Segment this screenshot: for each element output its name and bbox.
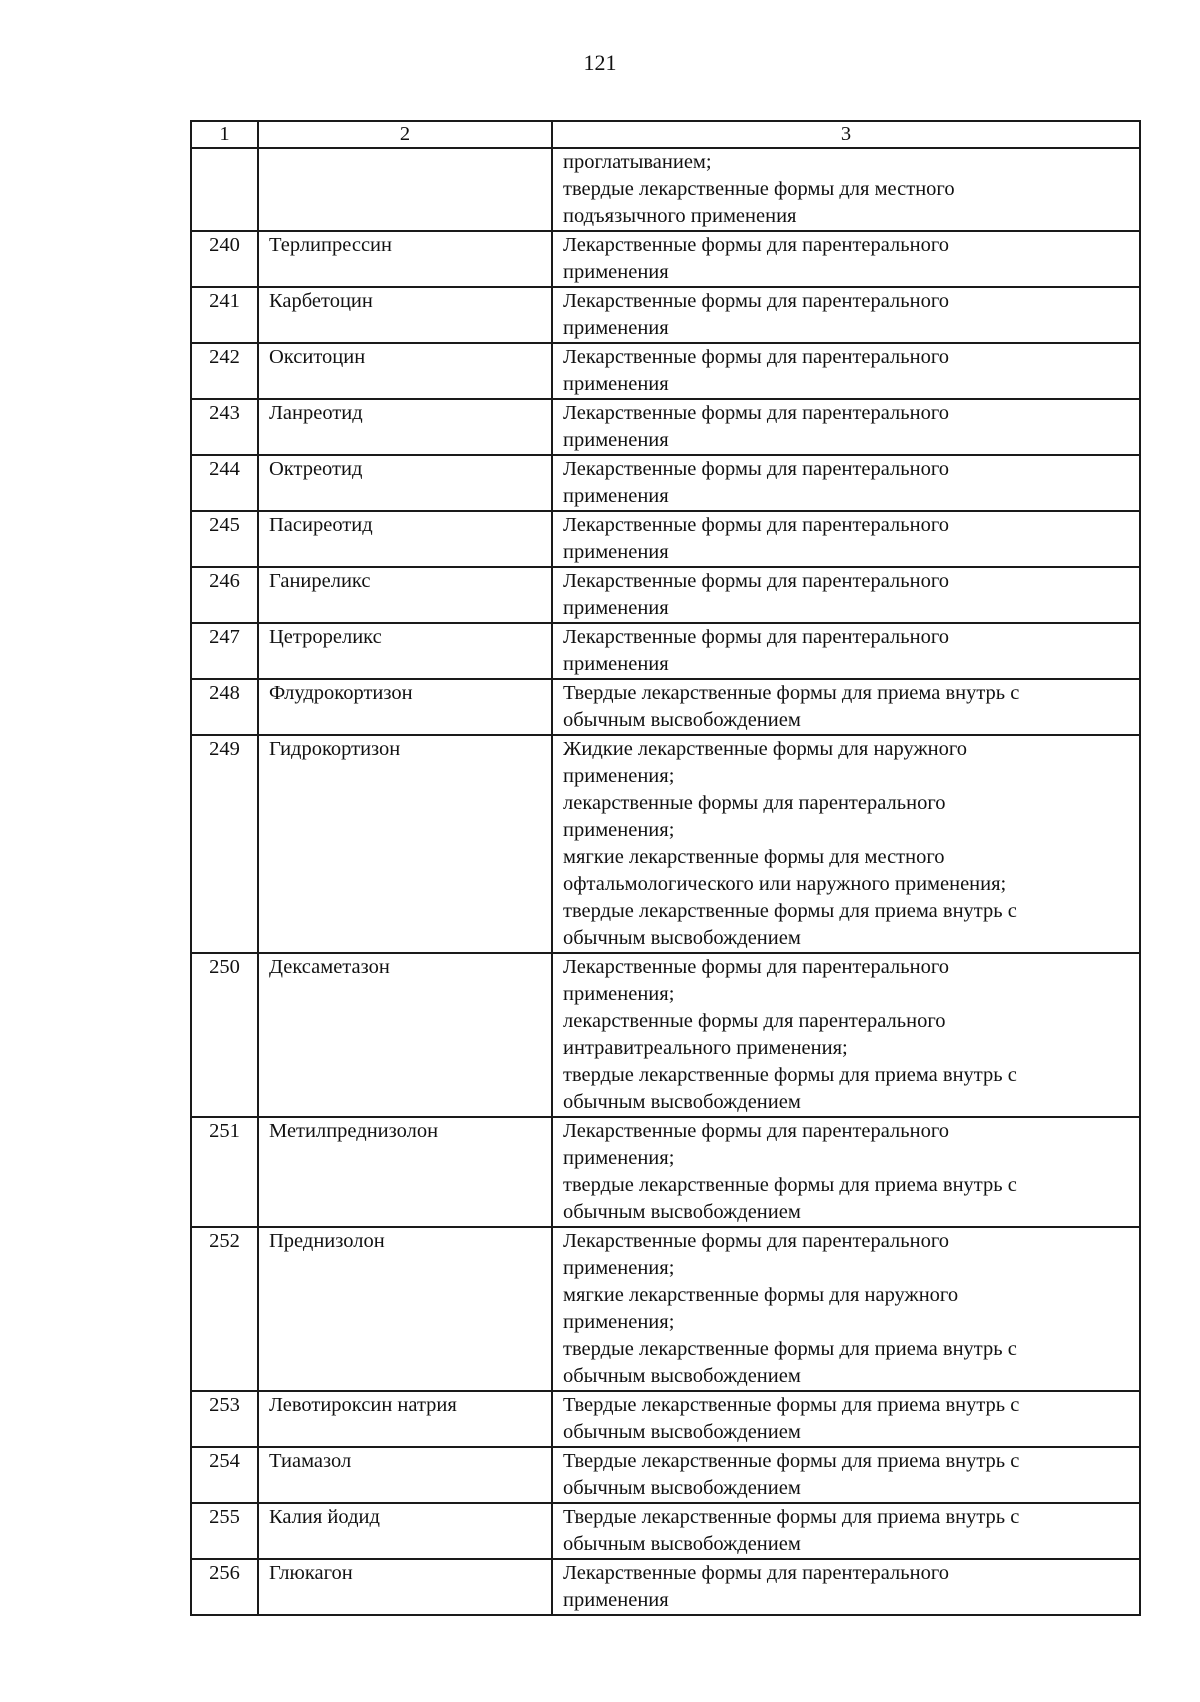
table-row	[191, 343, 1140, 399]
dosage-forms	[552, 399, 1140, 455]
substance-name: Калия йодид	[258, 1503, 552, 1559]
substance-name: Октреотид	[258, 455, 552, 511]
table-row	[191, 287, 1140, 343]
row-number: 243	[191, 399, 258, 455]
substance-name	[258, 148, 552, 231]
row-number: 252	[191, 1227, 258, 1391]
table-row	[191, 231, 1140, 287]
table-row	[191, 679, 1140, 735]
dosage-form-line: твердые лекарственные формы для приема внутрь с	[563, 1174, 1017, 1196]
row-number	[191, 148, 258, 231]
table-row	[191, 148, 1140, 231]
dosage-form-line: применения;	[563, 1311, 675, 1333]
table-row	[191, 1227, 1140, 1391]
table-row	[191, 735, 1140, 953]
substance-name: Тиамазол	[258, 1447, 552, 1503]
table-row	[191, 455, 1140, 511]
dosage-form-line: лекарственные формы для парентерального	[563, 792, 946, 814]
dosage-form-line: применения;	[563, 765, 675, 787]
table-row	[191, 567, 1140, 623]
substance-name: Левотироксин натрия	[258, 1391, 552, 1447]
row-number: 255	[191, 1503, 258, 1559]
dosage-form-line: применения	[563, 373, 669, 395]
dosage-form-line: обычным высвобождением	[563, 1365, 801, 1387]
row-number: 246	[191, 567, 258, 623]
dosage-form-line: Лекарственные формы для парентерального	[563, 346, 949, 368]
dosage-form-line: Твердые лекарственные формы для приема внутрь с	[563, 1506, 1020, 1528]
dosage-forms	[552, 1503, 1140, 1559]
substance-name: Дексаметазон	[258, 953, 552, 1117]
table-row	[191, 953, 1140, 1117]
row-number: 250	[191, 953, 258, 1117]
dosage-form-line: Лекарственные формы для парентерального	[563, 1120, 949, 1142]
row-number: 240	[191, 231, 258, 287]
dosage-form-line: мягкие лекарственные формы для наружного	[563, 1284, 959, 1306]
dosage-forms	[552, 1391, 1140, 1447]
table-row	[191, 511, 1140, 567]
table-row	[191, 623, 1140, 679]
row-number: 256	[191, 1559, 258, 1615]
row-number: 245	[191, 511, 258, 567]
row-number: 251	[191, 1117, 258, 1227]
substance-name: Терлипрессин	[258, 231, 552, 287]
dosage-form-line: Твердые лекарственные формы для приема внутрь с	[563, 1450, 1020, 1472]
dosage-form-line: обычным высвобождением	[563, 927, 801, 949]
dosage-form-line: применения;	[563, 1257, 675, 1279]
dosage-form-line: обычным высвобождением	[563, 1091, 801, 1113]
dosage-form-line: твердые лекарственные формы для приема внутрь с	[563, 1064, 1017, 1086]
dosage-form-line: применения	[563, 597, 669, 619]
dosage-form-line: применения	[563, 317, 669, 339]
dosage-forms	[552, 455, 1140, 511]
row-number: 249	[191, 735, 258, 953]
dosage-forms	[552, 623, 1140, 679]
column-header-forms: 3	[552, 121, 1140, 148]
medications-table	[190, 120, 1141, 1616]
row-number: 241	[191, 287, 258, 343]
dosage-form-line: применения	[563, 1589, 669, 1611]
dosage-form-line: Лекарственные формы для парентерального	[563, 458, 949, 480]
dosage-form-line: Лекарственные формы для парентерального	[563, 570, 949, 592]
substance-name: Флудрокортизон	[258, 679, 552, 735]
dosage-form-line: мягкие лекарственные формы для местного	[563, 846, 945, 868]
dosage-form-line: применения;	[563, 819, 675, 841]
dosage-forms	[552, 148, 1140, 231]
dosage-form-line: применения	[563, 485, 669, 507]
dosage-form-line: твердые лекарственные формы для местного	[563, 178, 955, 200]
dosage-form-line: Лекарственные формы для парентерального	[563, 1562, 949, 1584]
column-header-number: 1	[191, 121, 258, 148]
dosage-form-line: Лекарственные формы для парентерального	[563, 402, 949, 424]
dosage-form-line: лекарственные формы для парентерального	[563, 1010, 946, 1032]
dosage-form-line: применения	[563, 261, 669, 283]
dosage-form-line: применения	[563, 541, 669, 563]
dosage-forms	[552, 1559, 1140, 1615]
substance-name: Глюкагон	[258, 1559, 552, 1615]
dosage-form-line: Жидкие лекарственные формы для наружного	[563, 738, 968, 760]
dosage-form-line: твердые лекарственные формы для приема внутрь с	[563, 1338, 1017, 1360]
substance-name: Пасиреотид	[258, 511, 552, 567]
table-row	[191, 399, 1140, 455]
dosage-form-line: Лекарственные формы для парентерального	[563, 234, 949, 256]
dosage-form-line: твердые лекарственные формы для приема внутрь с	[563, 900, 1017, 922]
table-header-row	[191, 121, 1140, 148]
table-row	[191, 1503, 1140, 1559]
dosage-forms	[552, 953, 1140, 1117]
row-number: 247	[191, 623, 258, 679]
row-number: 242	[191, 343, 258, 399]
dosage-form-line: применения	[563, 653, 669, 675]
substance-name: Ланреотид	[258, 399, 552, 455]
dosage-form-line: офтальмологического или наружного применения;	[563, 873, 1007, 895]
dosage-form-line: Лекарственные формы для парентерального	[563, 1230, 949, 1252]
substance-name: Карбетоцин	[258, 287, 552, 343]
dosage-form-line: применения	[563, 429, 669, 451]
table-body	[191, 121, 1140, 1615]
dosage-forms	[552, 567, 1140, 623]
dosage-forms	[552, 1117, 1140, 1227]
dosage-form-line: Лекарственные формы для парентерального	[563, 956, 949, 978]
dosage-form-line: Лекарственные формы для парентерального	[563, 290, 949, 312]
dosage-form-line: Твердые лекарственные формы для приема внутрь с	[563, 1394, 1020, 1416]
row-number: 248	[191, 679, 258, 735]
row-number: 253	[191, 1391, 258, 1447]
dosage-form-line: проглатыванием;	[563, 151, 712, 173]
column-header-name: 2	[258, 121, 552, 148]
dosage-forms	[552, 511, 1140, 567]
page-number: 121	[583, 50, 617, 75]
dosage-forms	[552, 735, 1140, 953]
dosage-form-line: Лекарственные формы для парентерального	[563, 626, 949, 648]
table-row	[191, 1117, 1140, 1227]
dosage-forms	[552, 1227, 1140, 1391]
dosage-forms	[552, 679, 1140, 735]
dosage-form-line: обычным высвобождением	[563, 1421, 801, 1443]
dosage-form-line: подъязычного применения	[563, 205, 797, 227]
table-row	[191, 1447, 1140, 1503]
dosage-form-line: Твердые лекарственные формы для приема внутрь с	[563, 682, 1020, 704]
row-number: 244	[191, 455, 258, 511]
dosage-form-line: Лекарственные формы для парентерального	[563, 514, 949, 536]
dosage-form-line: обычным высвобождением	[563, 1477, 801, 1499]
dosage-form-line: применения;	[563, 1147, 675, 1169]
dosage-forms	[552, 1447, 1140, 1503]
dosage-form-line: интравитреального применения;	[563, 1037, 848, 1059]
dosage-form-line: обычным высвобождением	[563, 709, 801, 731]
dosage-forms	[552, 231, 1140, 287]
dosage-form-line: применения;	[563, 983, 675, 1005]
table-row	[191, 1559, 1140, 1615]
substance-name: Метилпреднизолон	[258, 1117, 552, 1227]
row-number: 254	[191, 1447, 258, 1503]
substance-name: Гидрокортизон	[258, 735, 552, 953]
dosage-form-line: обычным высвобождением	[563, 1201, 801, 1223]
substance-name: Ганиреликс	[258, 567, 552, 623]
substance-name: Окситоцин	[258, 343, 552, 399]
dosage-forms	[552, 287, 1140, 343]
dosage-form-line: обычным высвобождением	[563, 1533, 801, 1555]
substance-name: Цетрореликс	[258, 623, 552, 679]
dosage-forms	[552, 343, 1140, 399]
substance-name: Преднизолон	[258, 1227, 552, 1391]
table-row	[191, 1391, 1140, 1447]
